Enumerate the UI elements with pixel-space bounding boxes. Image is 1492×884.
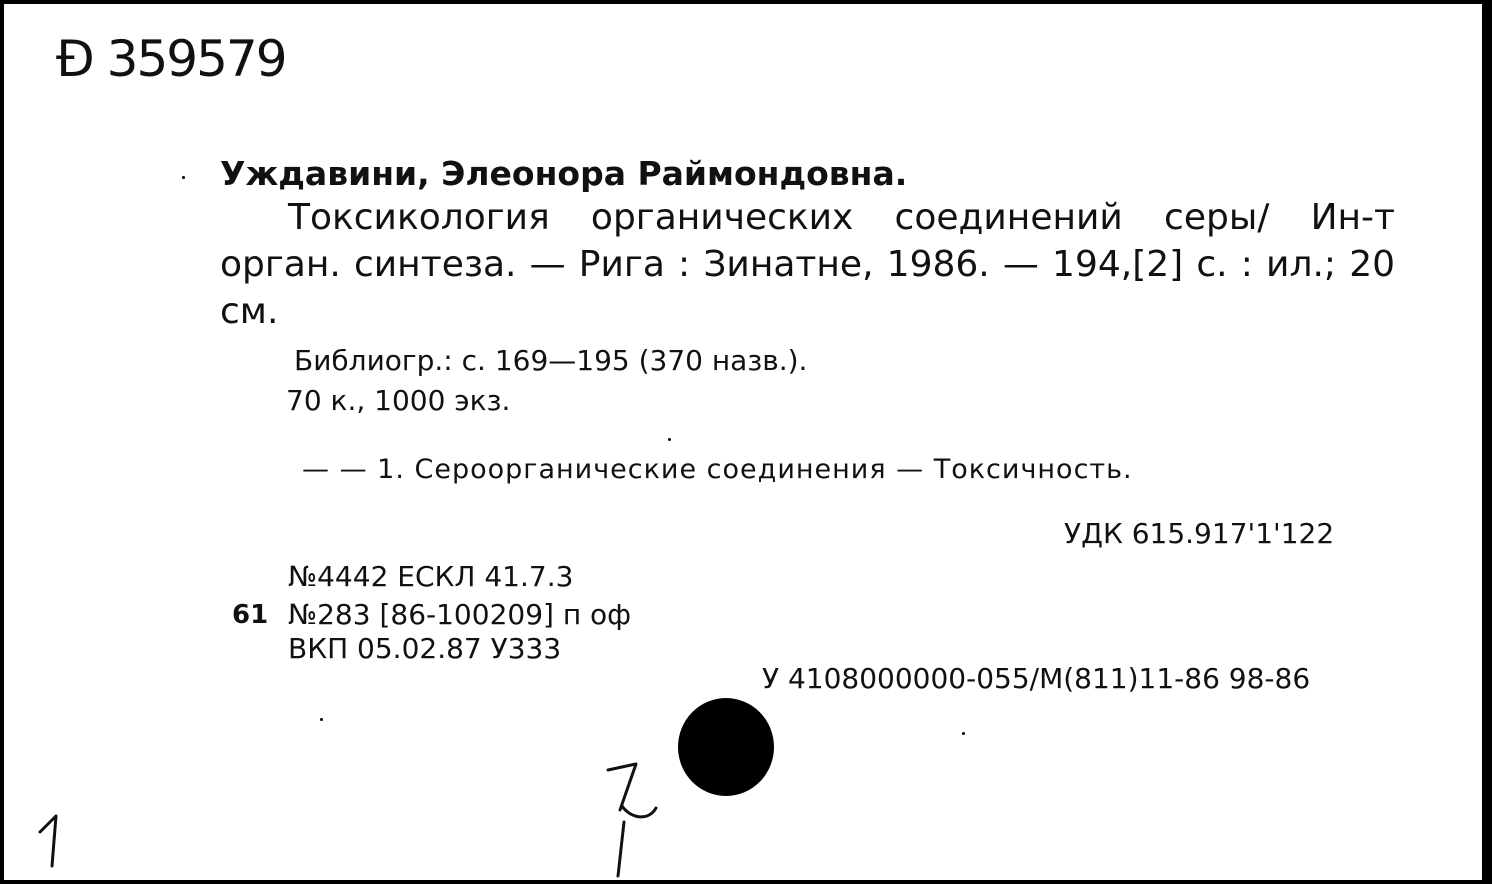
udk-code: УДК 615.917'1'122 [1064,517,1335,550]
author-heading: Уждавини, Элеонора Раймондовна. [220,154,908,193]
shelf-number: 61 [232,600,269,630]
accession-line-3: ВКП 05.02.87 У333 [288,632,562,665]
subject-heading: — — 1. Сероорганические соединения — Токсичность. [302,454,1133,485]
ink-speck [182,176,185,179]
bibliographic-description: Токсикология органических соединений серы/ Ин-т орган. синтеза. — Рига : Зинатне, 1986. — 194,[2] с. : ил.; 20 см. [220,197,1395,332]
punch-hole [678,698,774,796]
handwritten-mark-left [32,804,72,874]
accession-line-1: №4442 ЕСКЛ 41.7.3 [288,560,574,593]
price-print-run-note: 70 к., 1000 экз. [286,384,511,417]
bibliography-note: Библиогр.: с. 169—195 (370 назв.). [294,344,808,377]
handwritten-mark-center [596,756,676,881]
ink-speck [962,732,965,735]
accession-line-2: №283 [86-100209] п оф [288,598,632,631]
classification-index: У 4108000000-055/М(811)11-86 98-86 [762,662,1311,695]
ink-speck [320,718,323,721]
inventory-stamp: Ɖ 359579 [56,30,286,88]
ink-speck [668,438,671,441]
